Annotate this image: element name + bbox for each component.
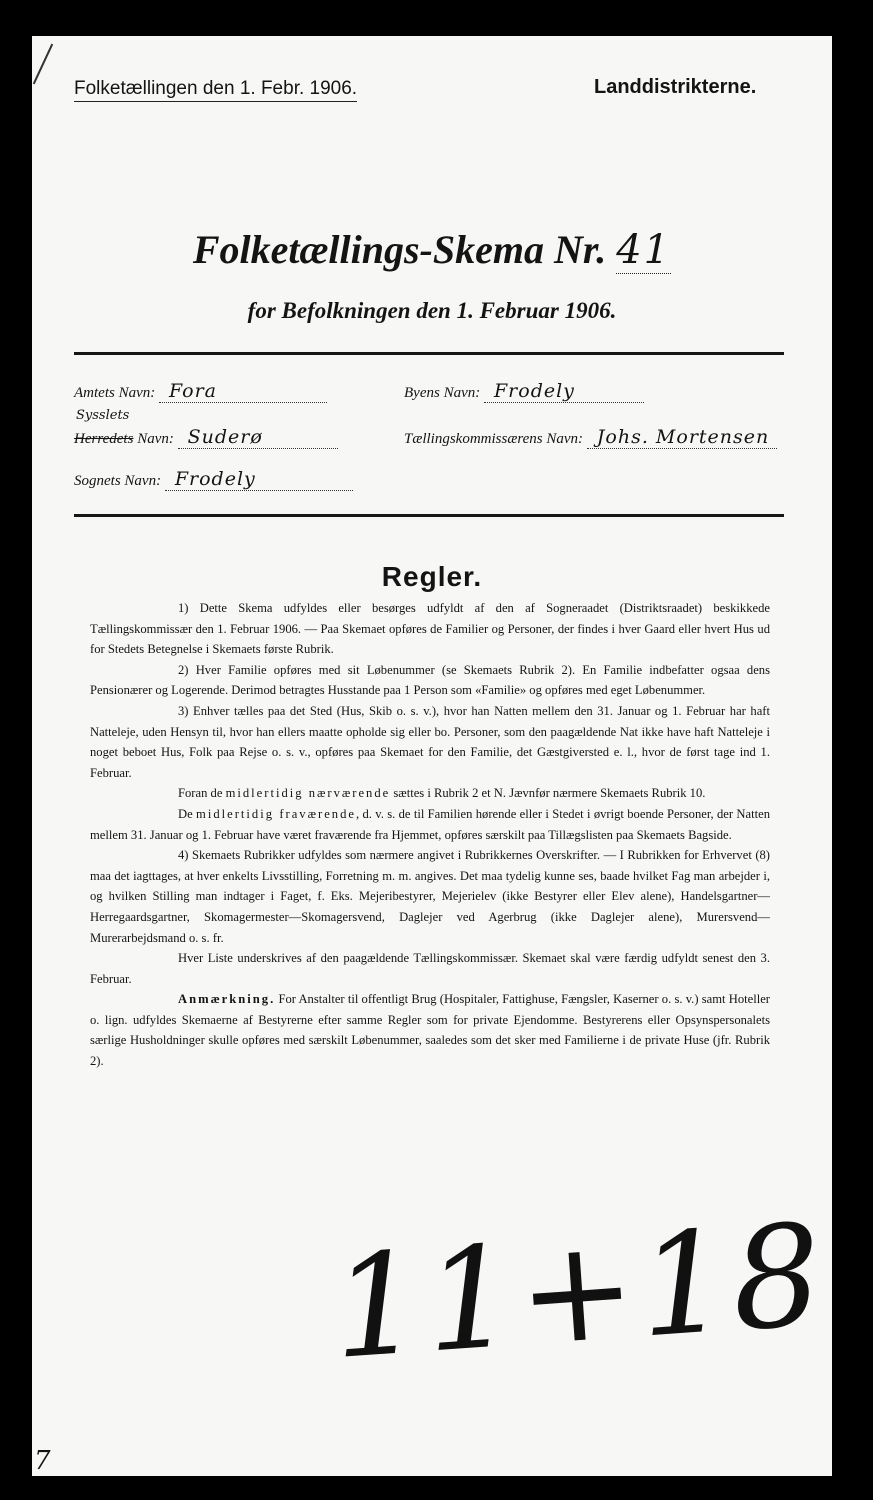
- rule-emphasis: midlertidig nærværende: [225, 786, 391, 801]
- rule-paragraph: 2) Hver Familie opføres med sit Løbenummer (se Skemaets Rubrik 2). En Familie indbefatter ogsaa dens Pensionærer og Logerende. Derimod betragtes Husstande paa 1 Person som «Familie» og opføres med eget Løbenummer.: [90, 662, 770, 698]
- corner-mark: 7: [34, 1446, 51, 1476]
- form-title: [32, 226, 832, 273]
- rules-heading: Regler.: [381, 561, 483, 592]
- note-label: Anmærkning.: [178, 992, 276, 1007]
- rule-paragraph: [90, 783, 770, 804]
- rule-text: Foran de: [178, 786, 226, 801]
- rule-text: sættes i Rubrik 2 et N. Jævnfør nærmere Skemaets Rubrik 10.: [390, 786, 706, 801]
- herred-field: [74, 426, 338, 449]
- kommissaer-value: Johs. Mortensen: [596, 426, 770, 448]
- herred-label-struck: Herredets: [74, 431, 134, 447]
- kommissaer-label: Tællingskommissærens Navn:: [404, 431, 584, 447]
- rule-emphasis: midlertidig fraværende: [196, 806, 356, 821]
- herred-value: Suderø: [187, 426, 263, 448]
- byens-value: Frodely: [493, 380, 575, 402]
- census-form-page: [32, 36, 832, 1476]
- district-type-heading: Landdistrikterne.: [594, 76, 757, 98]
- note-text: For Anstalter til offentligt Brug (Hospitaler, Fattighuse, Fængsler, Kaserner o. s. v.) samt Hoteller o. lign. udfyldes Skemaerne af Bestyrerne efter samme Regler som for private Ejendomme. Bestyrerens eller Opsynspersonalets særlige Husholdninger skulle opføres med særskilt Løbenummer, saaledes som det sker med Familierne i de private Huse (jfr. Rubrik 2).: [90, 992, 770, 1069]
- form-subtitle: for Befolkningen den 1. Februar 1906.: [247, 298, 617, 323]
- handwritten-tally: 11+18: [326, 1193, 831, 1392]
- rule-text: , d. v. s. de til Familien hørende eller i Stedet i øvrigt boende Personer, der Natten mellem 31. Januar og 1. Februar have været fraværende fra Hjemmet, opføres særskilt paa Tillægslisten paa Skemaets Bagside.: [90, 806, 770, 842]
- sogn-value: Frodely: [174, 468, 256, 490]
- form-number: 41: [616, 227, 672, 273]
- form-title-text: Folketællings-Skema Nr.: [192, 227, 607, 272]
- rule-paragraph: 3) Enhver tælles paa det Sted (Hus, Skib o. s. v.), hvor han Natten mellem den 31. Januar og 1. Februar har haft Natteleje, uden Hensyn til, hvor han ellers maatte opholde sig eller bo. Personer, som den paagældende Nat ikke have haft Natteleje i noget beboet Hus, Folk paa Rejse o. s. v., opføres paa Skemaet for den Familie, det Gæstgiversted e. l., hvor de først tage ind 1. Februar.: [90, 703, 770, 780]
- rule-paragraph: 1) Dette Skema udfyldes eller besørges udfyldt af den af Sogneraadet (Distriktsraadet) beskikkede Tællingskommissær den 1. Februar 1906. — Paa Skemaet opføres de Familier og Personer, der findes i hver Gaard eller hvert Hus ud for Stedets Betegnelse i Skemaets første Rubrik.: [90, 601, 770, 657]
- rule-paragraph: 4) Skemaets Rubrikker udfyldes som nærmere angivet i Rubrikkernes Overskrifter. — I Rubrikken for Erhvervet (8) maa det iagttages, at hver enkelts Livsstilling, Forretning m. m. angives. Det maa tydelig kunne ses, baade hvilket Fag man arbejder i, og hvilken Stilling man indtager i Faget, f. Eks. Mejeribestyrer, Mejerielev (ikke Bestyrer eller Elev alene), Handelsgartner—Herregaardsgartner, Skomagermester—Skomagersvend, Daglejer ved Agerbrug (ikke Daglejer alene), Murersvend—Murerarbejdsmand o. s. fr.: [90, 848, 770, 945]
- amt-field: [74, 380, 327, 403]
- top-divider: [74, 352, 784, 355]
- census-header-date: Folketællingen den 1. Febr. 1906.: [74, 78, 357, 102]
- rule-paragraph: [90, 804, 770, 845]
- rule-paragraph: Hver Liste underskrives af den paagældende Tællingskommissær. Skemaet skal være færdig udfyldt senest den 3. Februar.: [90, 951, 770, 986]
- rule-text: De: [178, 806, 197, 821]
- amt-value: Fora: [168, 380, 217, 402]
- rules-text: [90, 598, 770, 1072]
- bottom-divider: [74, 514, 784, 517]
- pen-stroke-mark: [33, 44, 53, 85]
- kommissaer-field: [404, 426, 777, 449]
- sogn-field: [74, 468, 353, 491]
- amt-label: Amtets Navn:: [74, 385, 156, 401]
- herred-overwrite: Sysslets: [76, 408, 130, 423]
- herred-label: Navn:: [133, 431, 174, 447]
- byens-field: [404, 380, 644, 403]
- note-paragraph: [90, 989, 770, 1071]
- sogn-label: Sognets Navn:: [74, 473, 162, 489]
- byens-label: Byens Navn:: [404, 385, 481, 401]
